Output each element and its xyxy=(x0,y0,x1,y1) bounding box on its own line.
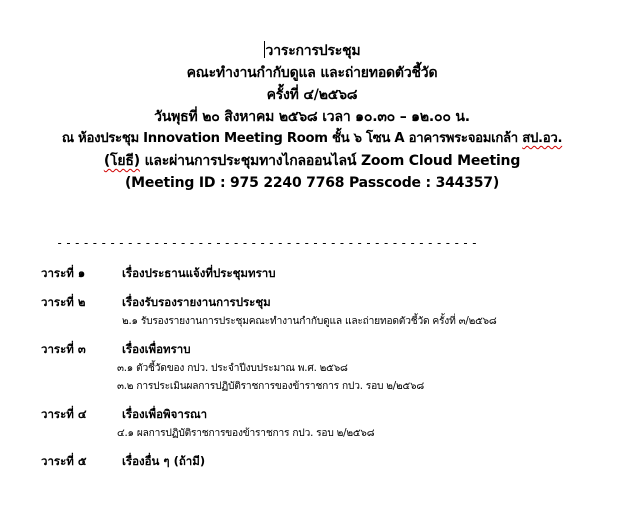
online-meeting-line[interactable] xyxy=(0,150,624,172)
agenda-subitem[interactable]: ๓.๒ การประเมินผลการปฏิบัติราชการของข้าราชการ กปว. รอบ ๒/๒๕๖๘ xyxy=(117,381,424,392)
agenda-item-2 xyxy=(41,291,601,331)
online-org: (โยธี) xyxy=(103,153,140,169)
agenda-item-3 xyxy=(41,338,601,396)
agenda-subitem[interactable]: ๒.๑ รับรองรายงานการประชุมคณะทำงานกำกับดูแล และถ่ายทอดตัวชี้วัด ครั้งที่ ๓/๒๕๖๘ xyxy=(122,316,497,327)
divider-line: ------------------------------------------------ xyxy=(56,236,480,250)
online-suffix: และผ่านการประชุมทางไกลออนไลน์ Zoom Cloud Meeting xyxy=(139,153,521,169)
agenda-item-label[interactable]: วาระที่ ๑ xyxy=(41,266,86,280)
agenda-title[interactable]: วาระการประชุม xyxy=(265,43,361,59)
venue-org: สป.อว. xyxy=(522,131,563,146)
agenda-item-label[interactable]: วาระที่ ๒ xyxy=(41,295,86,309)
agenda-title-line[interactable] xyxy=(0,40,624,62)
session-number[interactable]: ครั้งที่ ๔/๒๕๖๘ xyxy=(266,87,358,103)
committee-name[interactable]: คณะทำงานกำกับดูแล และถ่ายทอดตัวชี้วัด xyxy=(186,65,438,81)
agenda-item-label[interactable]: วาระที่ ๔ xyxy=(41,407,87,421)
meeting-venue[interactable] xyxy=(0,128,624,150)
agenda-item-title[interactable]: เรื่องเพื่อพิจารณา xyxy=(122,407,208,421)
agenda-item-title[interactable]: เรื่องอื่น ๆ (ถ้ามี) xyxy=(122,454,206,468)
agenda-subitem[interactable]: ๓.๑ ตัวชี้วัดของ กปว. ประจำปีงบประมาณ พ.ศ. ๒๕๖๘ xyxy=(117,363,348,374)
agenda-item-5 xyxy=(41,450,601,472)
agenda-item-title[interactable]: เรื่องรับรองรายงานการประชุม xyxy=(122,295,271,309)
meeting-datetime[interactable]: วันพุธที่ ๒๐ สิงหาคม ๒๕๖๘ เวลา ๑๐.๓๐ – ๑๒.๐๐ น. xyxy=(154,109,470,125)
agenda-subitem[interactable]: ๔.๑ ผลการปฏิบัติราชการของข้าราชการ กปว. รอบ ๒/๒๕๖๘ xyxy=(117,428,375,439)
venue-prefix: ณ ห้องประชุม Innovation Meeting Room ชั้น ๖ โซน A อาคารพระจอมเกล้า xyxy=(61,131,523,146)
agenda-item-1 xyxy=(41,262,601,284)
agenda-item-title[interactable]: เรื่องประธานแจ้งที่ประชุมทราบ xyxy=(122,266,276,280)
agenda-item-title[interactable]: เรื่องเพื่อทราบ xyxy=(122,342,191,356)
text-cursor xyxy=(264,41,265,58)
agenda-item-4 xyxy=(41,403,601,443)
document-header xyxy=(0,40,624,194)
agenda-list xyxy=(41,262,601,479)
meeting-id[interactable]: (Meeting ID : 975 2240 7768 Passcode : 344357) xyxy=(124,175,500,191)
agenda-item-label[interactable]: วาระที่ ๓ xyxy=(41,342,86,356)
agenda-item-label[interactable]: วาระที่ ๕ xyxy=(41,454,87,468)
